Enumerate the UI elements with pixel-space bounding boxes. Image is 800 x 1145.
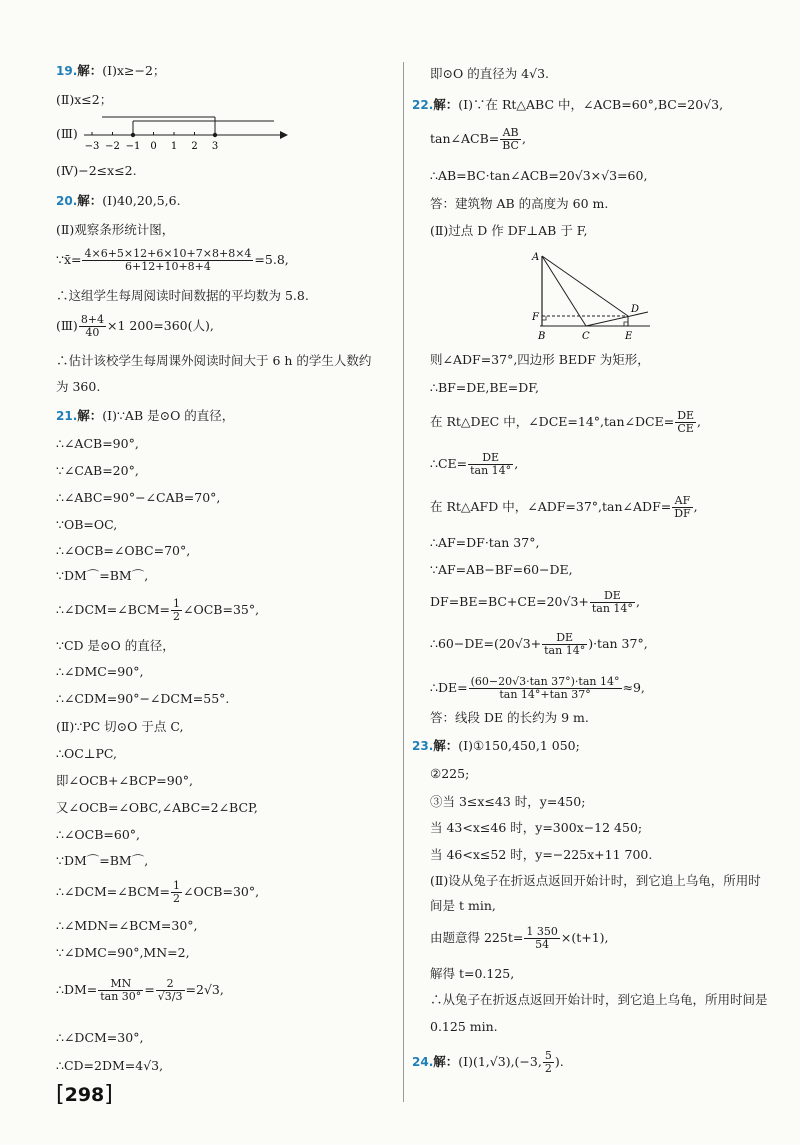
- q22-line-15: ∴DE= $\frac{(60-20√3\cdot\tan 37^\circ)\cdot\tan 14^\circ}{\tan 14^\circ+\tan 37^\circ}$ ≈9,: [430, 675, 645, 701]
- answer-label: 解：: [433, 1054, 459, 1069]
- answer-text: (Ⅰ)40,20,5,6.: [102, 193, 181, 208]
- question-number: 22.: [412, 98, 434, 112]
- number-line-tick-label: 3: [211, 141, 219, 152]
- fraction: $\frac{8+4}{40}$: [80, 313, 105, 339]
- q21-line-23: ∴CD=2DM=4√3,: [56, 1058, 164, 1073]
- fraction: $\frac{5}{2}$: [544, 1049, 552, 1075]
- q22-line-7: ∴BF=DE,BE=DF,: [430, 380, 539, 395]
- number-line-diagram: [82, 113, 292, 153]
- question-number: 24.: [412, 1055, 434, 1069]
- answer-text: (Ⅰ)∵在 Rt△ABC 中，∠ACB=60°,BC=20√3,: [458, 97, 724, 112]
- q23-line-1: [412, 738, 580, 754]
- q23-line-9: 解得 t=0.125,: [430, 966, 515, 981]
- q21-line-21: ∴DM= $\frac{MN}{\tan 30^\circ}$ = $\frac{2}{√3/3}$ =2√3,: [56, 977, 224, 1003]
- label-C: C: [582, 331, 590, 342]
- q22-line-4: 答：建筑物 AB 的高度为 60 m.: [430, 196, 609, 211]
- q21-line-15: 又∠OCB=∠OBC,∠ABC=2∠BCP,: [56, 800, 258, 815]
- q20-line-6: ∴估计该校学生每周课外阅读时间大于 6 h 的学生人数约: [56, 353, 372, 368]
- number-line-tick-label: 1: [170, 141, 178, 152]
- q23-line-8: 由题意得 225t= $\frac{1 350}{54}$ ×(t+1),: [430, 925, 609, 951]
- number-line-tick-label: −3: [84, 141, 100, 152]
- page-number: [298]: [56, 1082, 113, 1107]
- q21-line-20: ∵∠DMC=90°,MN=2,: [56, 945, 190, 960]
- q22-line-12: ∵AF=AB−BF=60−DE,: [430, 562, 573, 577]
- fraction: $\frac{DE}{\tan 14^\circ}$: [470, 451, 512, 477]
- q20-line-4: ∴这组学生每周阅读时间数据的平均数为 5.8.: [56, 288, 309, 303]
- answer-label: 解：: [433, 97, 459, 112]
- label-B: B: [538, 331, 546, 342]
- question-number: 19.: [56, 64, 78, 78]
- fraction: $\frac{MN}{\tan 30^\circ}$: [100, 977, 142, 1003]
- q23-line-4: 当 43<x≤46 时，y=300x−12 450;: [430, 820, 643, 835]
- q23-line-11: 0.125 min.: [430, 1019, 498, 1034]
- fraction: $\frac{AB}{BC}$: [502, 126, 519, 152]
- q21-line-18: ∴∠DCM=∠BCM= $\frac{1}{2}$ ∠OCB=30°,: [56, 879, 260, 905]
- q21-line-14: 即∠OCB+∠BCP=90°,: [56, 773, 193, 788]
- q22-line-6: 则∠ADF=37°,四边形 BEDF 为矩形，: [430, 352, 650, 367]
- q19-line-3: (Ⅲ): [56, 126, 78, 141]
- label-A: A: [532, 252, 540, 263]
- q22-line-9: ∴CE= $\frac{DE}{\tan 14^\circ}$ ,: [430, 451, 519, 477]
- label-F: F: [532, 312, 539, 323]
- fraction: $\frac{4\times 6+5\times 12+6\times 10+7\times 8+8\times 4}{6+12+10+8+4}$: [84, 247, 252, 273]
- label-D: D: [631, 304, 640, 315]
- geometry-figure: [530, 246, 670, 344]
- answer-label: 解：: [77, 193, 103, 208]
- q23-line-2: ②225;: [430, 766, 470, 781]
- q23-line-10: ∴从兔子在折返点返回开始计时，到它追上乌龟，所用时间是: [430, 992, 768, 1007]
- q23-line-6: (Ⅱ)设从兔子在折返点返回开始计时，到它追上乌龟，所用时: [430, 873, 761, 888]
- column-divider: [403, 62, 404, 1102]
- fraction: $\frac{2}{√3/3}$: [157, 977, 183, 1003]
- q19-line-4: (Ⅳ)−2≤x≤2.: [56, 163, 137, 178]
- number-line-tick-label: 0: [150, 141, 157, 152]
- q22-line-5: (Ⅱ)过点 D 作 DF⊥AB 于 F,: [430, 223, 588, 238]
- question-number: 23.: [412, 739, 434, 753]
- q23-line-5: 当 46<x≤52 时，y=−225x+11 700.: [430, 847, 653, 862]
- q19-line-1: [56, 63, 165, 79]
- q21-line-16: ∴∠OCB=60°,: [56, 827, 141, 842]
- q22-line-11: ∴AF=DF·tan 37°,: [430, 535, 540, 550]
- fraction: $\frac{DE}{\tan 14^\circ}$: [544, 631, 586, 657]
- number-line-tick-label: −1: [125, 141, 141, 152]
- q21-line-4: ∴∠ABC=90°−∠CAB=70°,: [56, 490, 221, 505]
- fraction: $\frac{1}{2}$: [173, 879, 181, 905]
- q22-line-13: DF=BE=BC+CE=20√3+ $\frac{DE}{\tan 14^\circ}$ ,: [430, 589, 640, 615]
- answer-label: 解：: [77, 63, 103, 78]
- answer-text: (Ⅰ)①150,450,1 050;: [458, 738, 580, 753]
- q21-line-7: ∵DM⌒=BM⌒,: [56, 568, 149, 583]
- answer-label: 解：: [77, 408, 103, 423]
- fraction: $\frac{1 350}{54}$: [526, 925, 558, 951]
- q21-line-17: ∵DM⌒=BM⌒,: [56, 853, 149, 868]
- q21-line-10: ∴∠DMC=90°,: [56, 664, 144, 679]
- q21-line-6: ∴∠OCB=∠OBC=70°,: [56, 543, 191, 558]
- q21-line-5: ∵OB=OC,: [56, 517, 118, 532]
- q21-line-3: ∵∠CAB=20°,: [56, 463, 139, 478]
- q21-line-19: ∴∠MDN=∠BCM=30°,: [56, 918, 198, 933]
- fraction: $\frac{(60-20√3\cdot\tan 37^\circ)\cdot\tan 14^\circ}{\tan 14^\circ+\tan 37^\circ}$: [470, 675, 620, 701]
- answer-text: (Ⅰ)x≥−2；: [102, 63, 166, 78]
- label-E: E: [625, 331, 633, 342]
- q21-line-8: ∴∠DCM=∠BCM= $\frac{1}{2}$ ∠OCB=35°,: [56, 597, 260, 623]
- answer-text: (Ⅰ)∵AB 是⊙O 的直径，: [102, 408, 235, 423]
- q19-line-2: (Ⅱ)x≤2；: [56, 92, 113, 107]
- q22-line-2: tan∠ACB= $\frac{AB}{BC}$ ,: [430, 126, 526, 152]
- question-number: 21.: [56, 409, 78, 423]
- q22-line-1: [412, 97, 723, 113]
- q21-line-12: (Ⅱ)∵PC 切⊙O 于点 C,: [56, 719, 184, 734]
- q20-line-5: (Ⅲ) $\frac{8+4}{40}$ ×1 200=360(人),: [56, 313, 214, 339]
- q22-line-3: ∴AB=BC·tan∠ACB=20√3×√3=60,: [430, 168, 648, 183]
- number-line-tick-label: −2: [105, 141, 120, 152]
- q20-line-1: [56, 193, 181, 209]
- fraction: $\frac{AF}{DF}$: [674, 494, 691, 520]
- fraction: $\frac{DE}{CE}$: [677, 409, 695, 435]
- q21-line-1: [56, 408, 234, 424]
- number-line-tick-label: 2: [191, 141, 198, 152]
- q23-line-7: 间是 t min,: [430, 898, 496, 913]
- q21-line-9: ∵CD 是⊙O 的直径，: [56, 638, 175, 653]
- fraction: $\frac{DE}{\tan 14^\circ}$: [591, 589, 633, 615]
- q22-line-14: ∴60−DE=(20√3+ $\frac{DE}{\tan 14^\circ}$ )·tan 37°,: [430, 631, 648, 657]
- q20-line-3: ∵x̄= $\frac{4\times 6+5\times 12+6\times 10+7\times 8+8\times 4}{6+12+10+8+4}$ =5.8,: [56, 247, 289, 273]
- answer-label: 解：: [433, 738, 459, 753]
- r-line-0: 即⊙O 的直径为 4√3.: [430, 66, 550, 81]
- q20-line-2: (Ⅱ)观察条形统计图，: [56, 222, 175, 237]
- q23-line-3: ③当 3≤x≤43 时，y=450;: [430, 794, 586, 809]
- q21-line-11: ∴∠CDM=90°−∠DCM=55°.: [56, 691, 230, 706]
- q22-line-10: 在 Rt△AFD 中，∠ADF=37°,tan∠ADF= $\frac{AF}{DF}$ ,: [430, 494, 698, 520]
- q24-line-1: 24.解：(Ⅰ)(1,√3),(−3, $\frac{5}{2}$ ).: [412, 1049, 564, 1075]
- q21-line-13: ∴OC⊥PC,: [56, 746, 118, 761]
- q21-line-22: ∴∠DCM=30°,: [56, 1030, 144, 1045]
- q22-line-8: 在 Rt△DEC 中，∠DCE=14°,tan∠DCE= $\frac{DE}{CE}$ ,: [430, 409, 702, 435]
- question-number: 20.: [56, 194, 78, 208]
- q21-line-2: ∴∠ACB=90°,: [56, 436, 139, 451]
- fraction: $\frac{1}{2}$: [173, 597, 181, 623]
- q22-line-16: 答：线段 DE 的长约为 9 m.: [430, 710, 589, 725]
- q20-line-7: 为 360.: [56, 379, 101, 394]
